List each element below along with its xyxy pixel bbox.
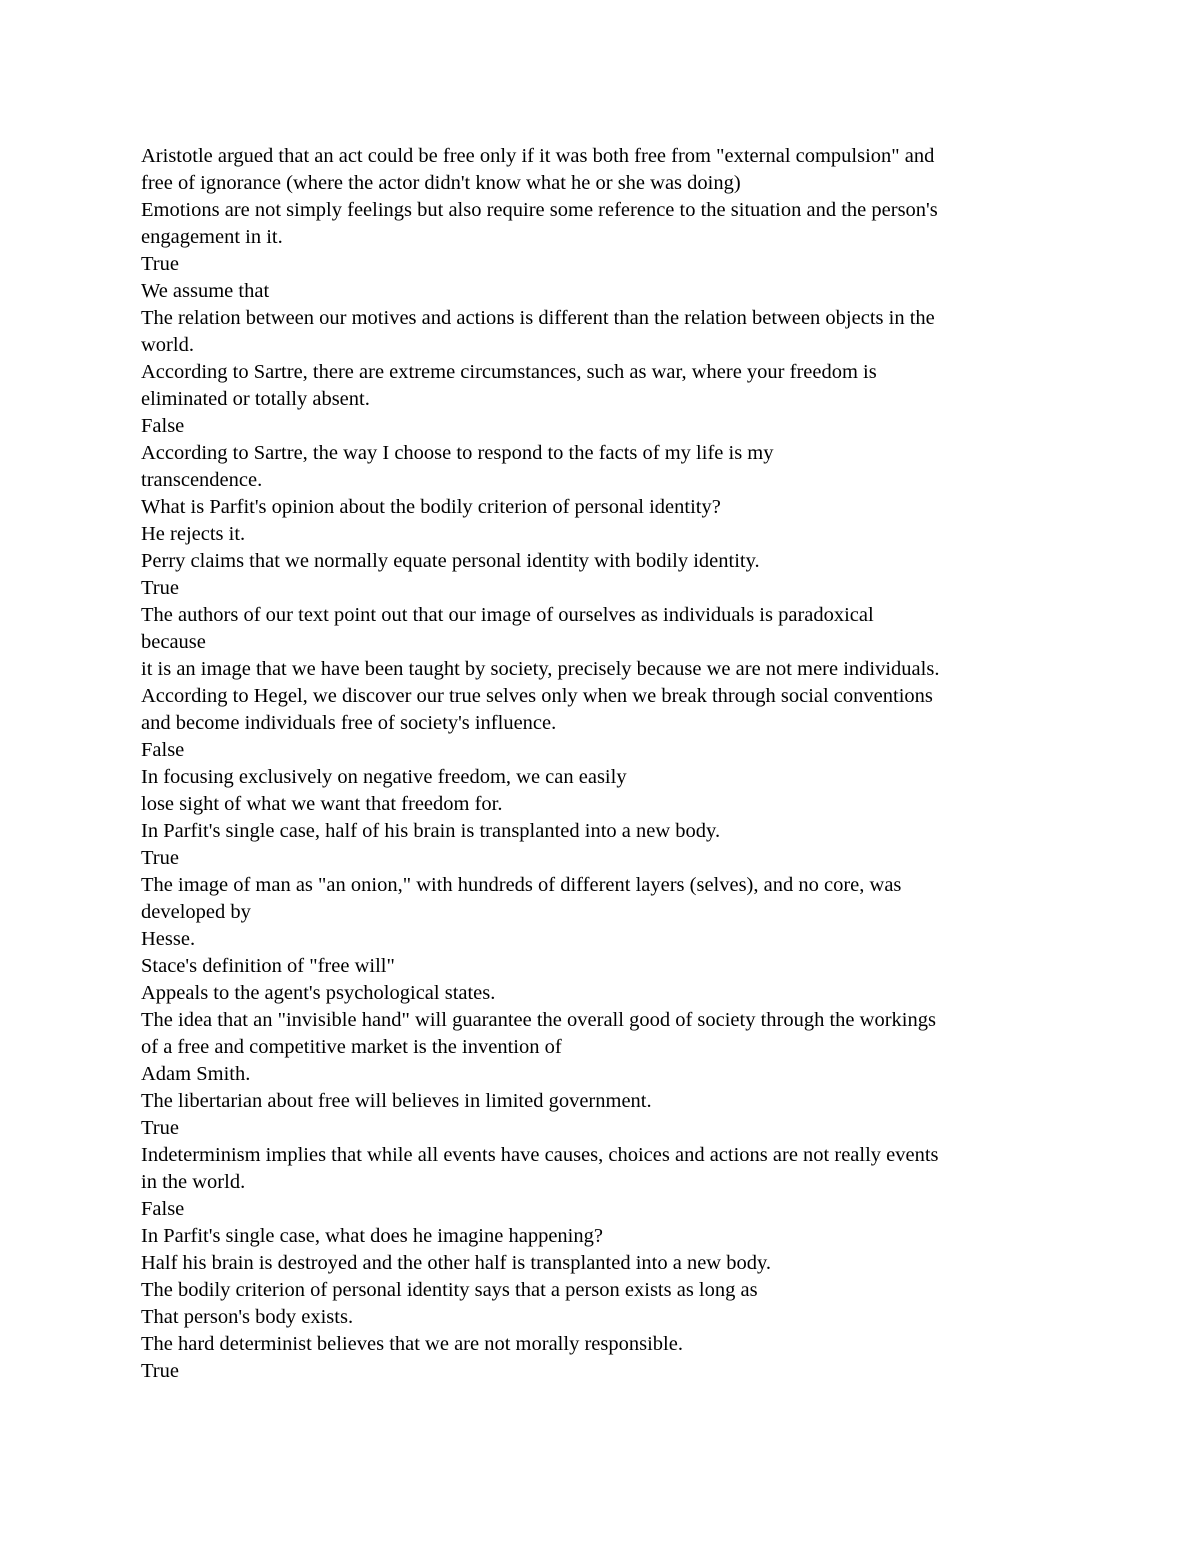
text-line: The hard determinist believes that we are not morally responsible. [141, 1333, 683, 1355]
text-line: Emotions are not simply feelings but also require some reference to the situation and the person's [141, 199, 938, 221]
text-line: True [141, 847, 179, 869]
text-line: developed by [141, 901, 251, 923]
text-line: Aristotle argued that an act could be free only if it was both free from "external compulsion" and [141, 145, 935, 167]
text-line: and become individuals free of society's influence. [141, 712, 557, 734]
text-line: False [141, 415, 185, 437]
document-body [141, 143, 1071, 1385]
text-line: True [141, 577, 179, 599]
text-line: In focusing exclusively on negative freedom, we can easily [141, 766, 627, 788]
text-line: world. [141, 334, 194, 356]
text-line: We assume that [141, 280, 270, 302]
text-line: Perry claims that we normally equate personal identity with bodily identity. [141, 550, 760, 572]
text-line: The bodily criterion of personal identity says that a person exists as long as [141, 1279, 758, 1301]
text-line: False [141, 1198, 185, 1220]
text-line: In Parfit's single case, what does he imagine happening? [141, 1225, 603, 1247]
text-line: The image of man as "an onion," with hundreds of different layers (selves), and no core, was [141, 874, 902, 896]
text-line: Stace's definition of "free will" [141, 955, 395, 977]
text-line: In Parfit's single case, half of his brain is transplanted into a new body. [141, 820, 721, 842]
text-line: That person's body exists. [141, 1306, 354, 1328]
text-line: in the world. [141, 1171, 246, 1193]
text-line: Hesse. [141, 928, 196, 950]
text-line: True [141, 253, 179, 275]
text-line: Indeterminism implies that while all events have causes, choices and actions are not really events [141, 1144, 939, 1166]
text-line: According to Sartre, there are extreme circumstances, such as war, where your freedom is [141, 361, 877, 383]
text-line: True [141, 1117, 179, 1139]
text-line: According to Hegel, we discover our true selves only when we break through social conventions [141, 685, 933, 707]
text-line: transcendence. [141, 469, 263, 491]
text-line: eliminated or totally absent. [141, 388, 370, 410]
text-line: Adam Smith. [141, 1063, 251, 1085]
text-line: engagement in it. [141, 226, 283, 248]
text-line: Appeals to the agent's psychological states. [141, 982, 496, 1004]
text-line: True [141, 1360, 179, 1382]
text-line: The libertarian about free will believes in limited government. [141, 1090, 652, 1112]
text-line: free of ignorance (where the actor didn't know what he or she was doing) [141, 172, 741, 194]
text-line: According to Sartre, the way I choose to respond to the facts of my life is my [141, 442, 774, 464]
text-line: lose sight of what we want that freedom for. [141, 793, 503, 815]
text-line: The idea that an "invisible hand" will guarantee the overall good of society through the workings [141, 1009, 936, 1031]
text-line: because [141, 631, 206, 653]
text-line: The authors of our text point out that our image of ourselves as individuals is paradoxical [141, 604, 874, 626]
text-line: it is an image that we have been taught by society, precisely because we are not mere individuals. [141, 658, 940, 680]
text-line: What is Parfit's opinion about the bodily criterion of personal identity? [141, 496, 721, 518]
text-line: The relation between our motives and actions is different than the relation between objects in the [141, 307, 935, 329]
text-line: of a free and competitive market is the invention of [141, 1036, 562, 1058]
text-line: False [141, 739, 185, 761]
text-line: He rejects it. [141, 523, 246, 545]
text-line: Half his brain is destroyed and the other half is transplanted into a new body. [141, 1252, 772, 1274]
